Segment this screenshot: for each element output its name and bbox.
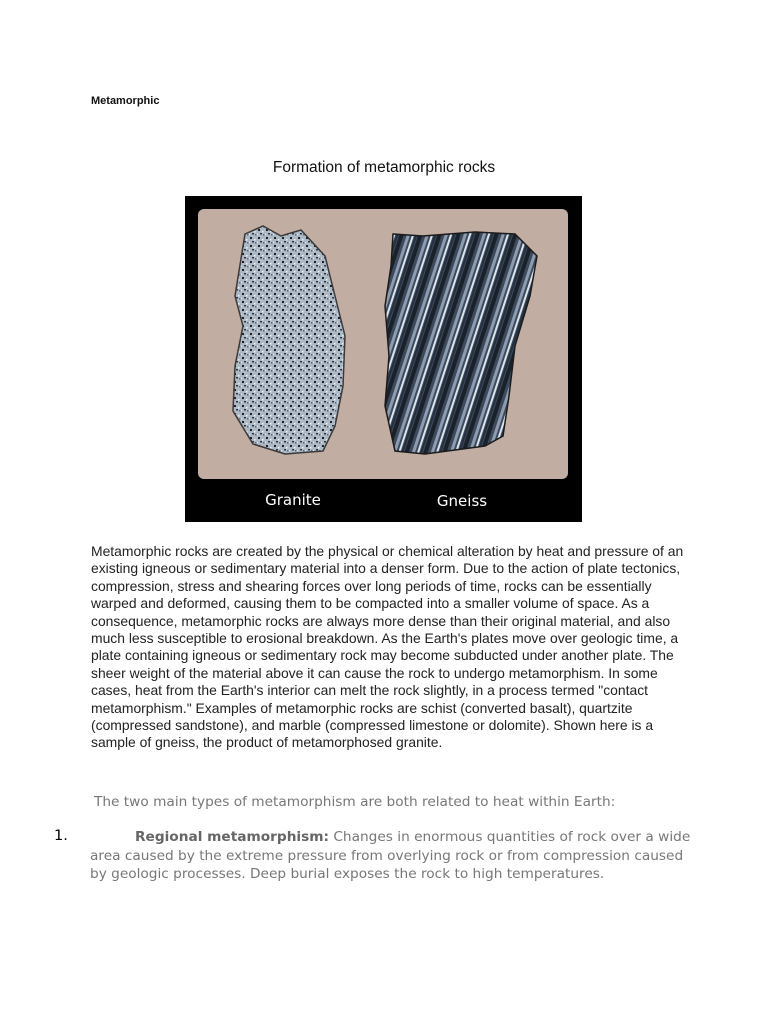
rock-comparison-figure bbox=[185, 196, 582, 522]
gneiss-caption: Gneiss bbox=[436, 492, 488, 510]
rock-illustration bbox=[185, 196, 582, 522]
intro-sentence: The two main types of metamorphism are both related to heat within Earth: bbox=[94, 794, 616, 810]
page-title: Formation of metamorphic rocks bbox=[272, 159, 496, 176]
list-item bbox=[90, 828, 700, 884]
list-item-text: Changes in enormous quantities of rock over a wide area caused by the extreme pressure from overlying rock or from compression caused by geologic processes. Deep burial exposes the rock to high temperatures. bbox=[90, 829, 691, 882]
list-item-number: 1. bbox=[54, 828, 68, 844]
granite-caption: Granite bbox=[265, 491, 321, 509]
body-paragraph: Metamorphic rocks are created by the physical or chemical alteration by heat and pressure of an existing igneous or sedimentary material into a denser form. Due to the action of plate tectonics, compression, stress and shearing forces over long periods of time, rocks can be essentially warped and deformed, causing them to be compacted into a smaller volume of space. As a consequence, metamorphic rocks are always more dense than their original material, and also much less susceptible to erosional breakdown. As the Earth's plates move over geologic time, a plate containing igneous or sedimentary rock may become subducted under another plate. The sheer weight of the material above it can cause the rock to undergo metamorphism. In some cases, heat from the Earth's interior can melt the rock slightly, in a process termed "contact metamorphism." Examples of metamorphic rocks are schist (converted basalt), quartzite (compressed sandstone), and marble (compressed limestone or dolomite). Shown here is a sample of gneiss, the product of metamorphosed granite. bbox=[91, 543, 684, 751]
list-item-term: Regional metamorphism: bbox=[135, 829, 330, 845]
section-label: Metamorphic bbox=[91, 95, 160, 107]
